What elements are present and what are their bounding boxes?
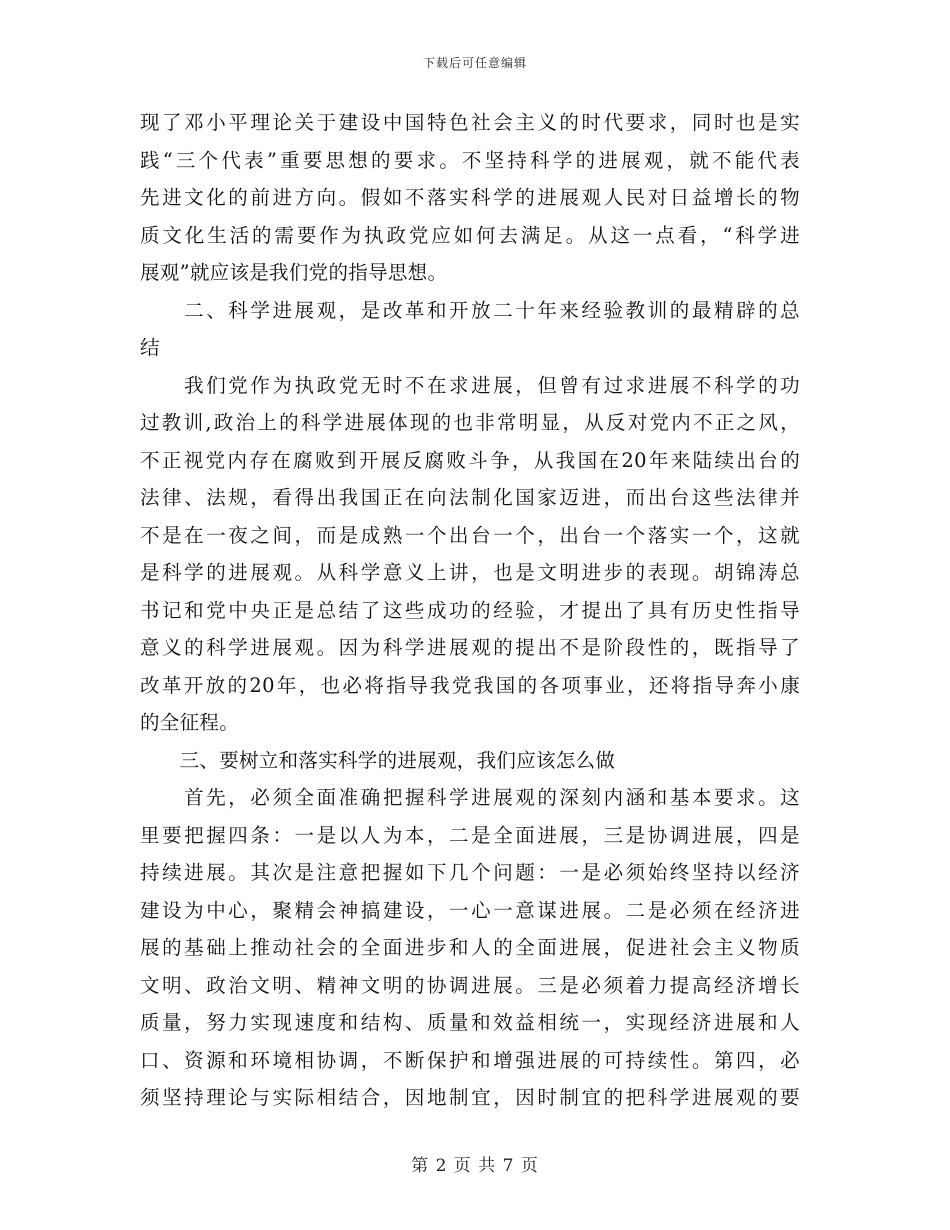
text-line: 的全征程。 bbox=[140, 711, 240, 734]
text-line: 质文化生活的需要作为执政党应如何去满足。从这一点看，“科学进 bbox=[140, 223, 800, 247]
text-line: 三、要树立和落实科学的进展观，我们应该怎么做 bbox=[140, 748, 616, 772]
text-line: 口、资源和环境相协调，不断保护和增强进展的可持续性。第四，必 bbox=[140, 1048, 800, 1072]
text-line: 首先，必须全面准确把握科学进展观的深刻内涵和基本要求。这 bbox=[140, 786, 800, 809]
text-line: 质量，努力实现速度和结构、质量和效益相统一，实现经济进展和人 bbox=[140, 1011, 800, 1034]
page-header: 下载后可任意编辑 bbox=[422, 56, 527, 70]
text-line: 先进文化的前进方向。假如不落实科学的进展观人民对日益增长的物 bbox=[140, 186, 800, 209]
text-line: 是科学的进展观。从科学意义上讲，也是文明进步的表现。胡锦涛总 bbox=[140, 561, 800, 584]
text-line: 现了邓小平理论关于建设中国特色社会主义的时代要求，同时也是实 bbox=[140, 111, 800, 134]
text-line: 持续进展。其次是注意把握如下几个问题：一是必须始终坚持以经济 bbox=[140, 861, 800, 884]
document-body bbox=[140, 104, 800, 1117]
text-line: 我们党作为执政党无时不在求进展，但曾有过求进展不科学的功 bbox=[140, 373, 800, 397]
text-line: 践“三个代表”重要思想的要求。不坚持科学的进展观，就不能代表 bbox=[140, 148, 800, 172]
text-line: 过教训,政治上的科学进展体现的也非常明显，从反对党内不正之风， bbox=[140, 411, 800, 434]
text-line: 书记和党中央正是总结了这些成功的经验，才提出了具有历史性指导 bbox=[140, 598, 800, 622]
text-line: 展的基础上推动社会的全面进步和人的全面进展，促进社会主义物质 bbox=[140, 936, 800, 959]
text-line: 建设为中心，聚精会神搞建设，一心一意谋进展。二是必须在经济进 bbox=[140, 898, 800, 922]
text-line: 里要把握四条：一是以人为本，二是全面进展，三是协调进展，四是 bbox=[140, 823, 800, 847]
text-line: 结 bbox=[140, 336, 160, 359]
text-line: 须坚持理论与实际相结合，因地制宜，因时制宜的把科学进展观的要 bbox=[140, 1086, 800, 1109]
text-line: 不是在一夜之间，而是成熟一个出台一个，出台一个落实一个，这就 bbox=[140, 523, 800, 547]
text-line: 意义的科学进展观。因为科学进展观的提出不是阶段性的，既指导了 bbox=[140, 636, 800, 659]
text-line: 改革开放的20年，也必将指导我党我国的各项事业，还将指导奔小康 bbox=[140, 673, 800, 697]
text-line: 法律、法规，看得出我国正在向法制化国家迈进，而出台这些法律并 bbox=[140, 486, 800, 509]
page-footer: 第 2 页 共 7 页 bbox=[411, 1156, 539, 1176]
text-line: 展观”就应该是我们党的指导思想。 bbox=[140, 261, 448, 284]
text-line: 不正视党内存在腐败到开展反腐败斗争，从我国在20年来陆续出台的 bbox=[140, 448, 800, 472]
text-line: 文明、政治文明、精神文明的协调进展。三是必须着力提高经济增长 bbox=[140, 973, 800, 997]
text-line: 二、科学进展观，是改革和开放二十年来经验教训的最精辟的总 bbox=[140, 298, 800, 322]
